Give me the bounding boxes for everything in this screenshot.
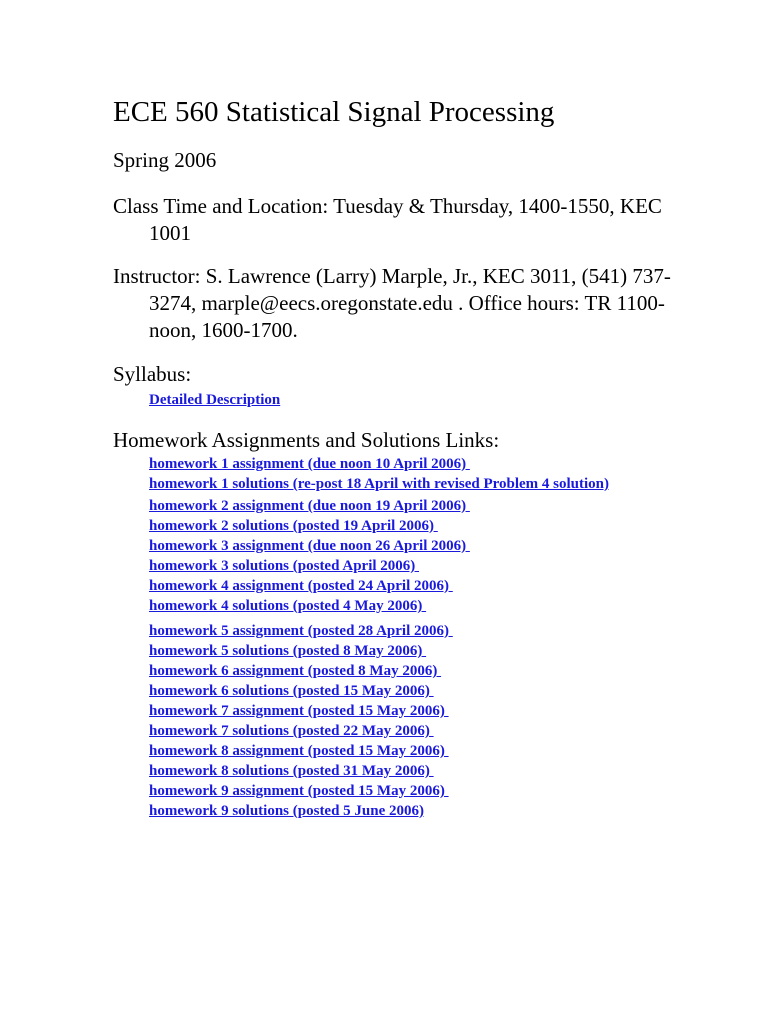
homework-4-assignment-link[interactable]: homework 4 assignment (posted 24 April 2006) bbox=[149, 578, 453, 594]
term-text: Spring 2006 bbox=[113, 148, 217, 172]
homework-5-solutions-link[interactable]: homework 5 solutions (posted 8 May 2006) bbox=[149, 643, 427, 659]
homework-9-solutions-link[interactable]: homework 9 solutions (posted 5 June 2006) bbox=[149, 803, 425, 819]
homework-3-assignment-link[interactable]: homework 3 assignment (due noon 26 April 2006) bbox=[149, 538, 470, 554]
homework-2-assignment-link[interactable]: homework 2 assignment (due noon 19 April 2006) bbox=[149, 498, 470, 514]
homework-1-solutions-link[interactable]: homework 1 solutions (re-post 18 April with revised Problem 4 solution) bbox=[149, 476, 610, 492]
page-title: ECE 560 Statistical Signal Processing bbox=[113, 96, 555, 128]
homework-3-solutions-link[interactable]: homework 3 solutions (posted April 2006) bbox=[149, 558, 420, 574]
homework-9-assignment-link[interactable]: homework 9 assignment (posted 15 May 2006) bbox=[149, 783, 449, 799]
homework-5-assignment-link[interactable]: homework 5 assignment (posted 28 April 2006) bbox=[149, 623, 453, 639]
syllabus-links bbox=[149, 390, 280, 410]
instructor-info: Instructor: S. Lawrence (Larry) Marple, Jr., KEC 3011, (541) 737-3274, marple@eecs.oregonstate.edu . Office hours: TR 1100-noon, 1600-1700. bbox=[113, 264, 671, 342]
homework-4-solutions-link[interactable]: homework 4 solutions (posted 4 May 2006) bbox=[149, 598, 427, 614]
syllabus-heading: Syllabus: bbox=[113, 362, 192, 386]
homework-7-assignment-link[interactable]: homework 7 assignment (posted 15 May 2006) bbox=[149, 703, 449, 719]
homework-6-assignment-link[interactable]: homework 6 assignment (posted 8 May 2006) bbox=[149, 663, 442, 679]
class-time-location: Class Time and Location: Tuesday & Thursday, 1400-1550, KEC 1001 bbox=[113, 194, 662, 245]
homework-2-solutions-link[interactable]: homework 2 solutions (posted 19 April 2006) bbox=[149, 518, 438, 534]
homework-7-solutions-link[interactable]: homework 7 solutions (posted 22 May 2006) bbox=[149, 723, 434, 739]
syllabus-detailed-description-link[interactable]: Detailed Description bbox=[149, 392, 281, 408]
homework-6-solutions-link[interactable]: homework 6 solutions (posted 15 May 2006) bbox=[149, 683, 434, 699]
homework-1-assignment-link[interactable]: homework 1 assignment (due noon 10 April 2006) bbox=[149, 456, 470, 472]
homework-8-assignment-link[interactable]: homework 8 assignment (posted 15 May 2006) bbox=[149, 743, 449, 759]
homework-heading: Homework Assignments and Solutions Links: bbox=[113, 428, 500, 452]
homework-link-list bbox=[149, 454, 619, 821]
homework-8-solutions-link[interactable]: homework 8 solutions (posted 31 May 2006) bbox=[149, 763, 434, 779]
